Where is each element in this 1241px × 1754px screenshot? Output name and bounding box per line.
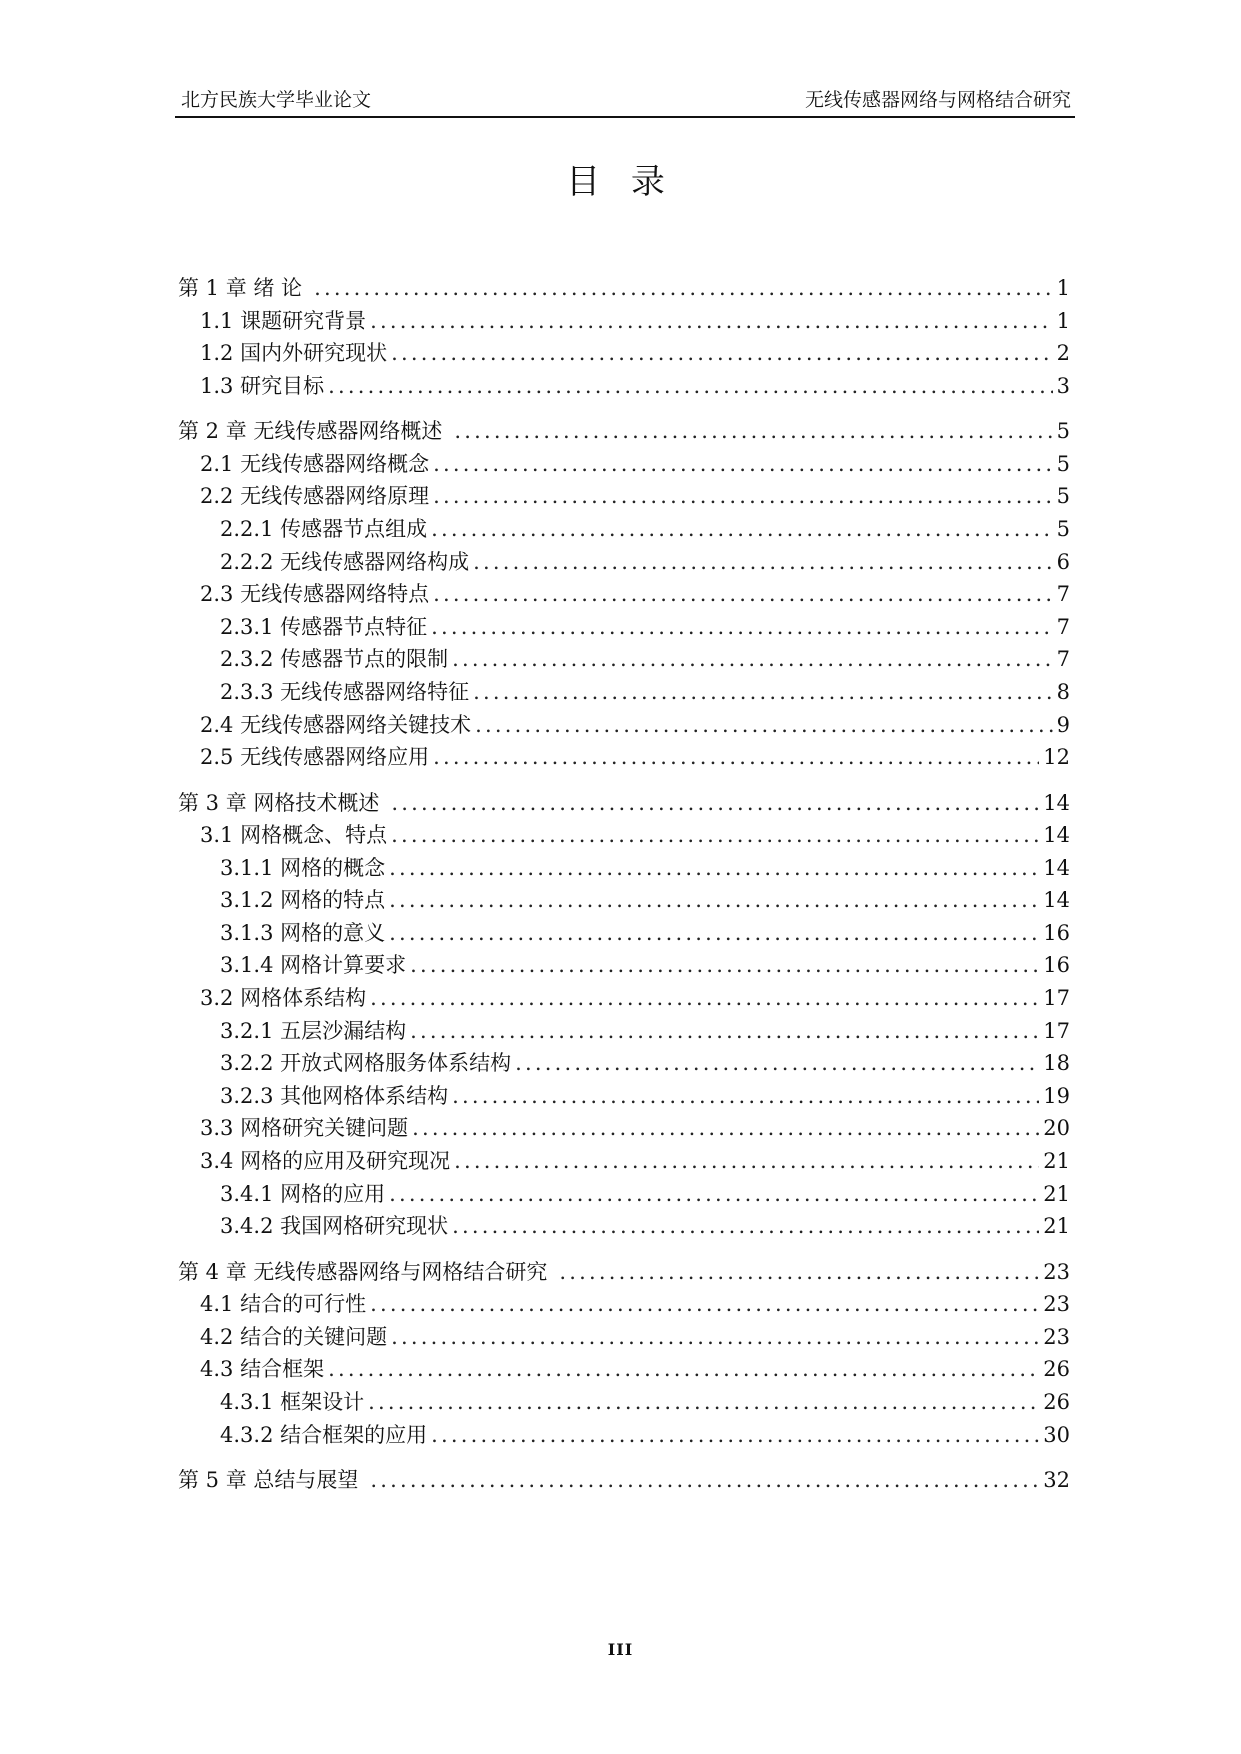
toc-entry-label: 2.3 无线传感器网络特点	[200, 582, 430, 607]
toc-entry[interactable]	[178, 337, 1070, 370]
toc-entry-page: 17	[1043, 1018, 1070, 1043]
toc-entry-label: 4.2 结合的关键问题	[200, 1324, 388, 1349]
toc-entry[interactable]	[178, 480, 1070, 513]
page-number: III	[607, 1640, 634, 1659]
toc-leader-dots	[389, 917, 1039, 949]
toc-entry-label: 3.4 网格的应用及研究现况	[200, 1149, 451, 1174]
toc-entry-page: 18	[1043, 1051, 1070, 1076]
toc-entry[interactable]	[178, 1256, 1070, 1289]
toc-entry-page: 1	[1056, 276, 1070, 300]
toc-leader-dots	[389, 884, 1039, 916]
toc-entry-label: 第 3 章 网格技术概述	[178, 790, 380, 815]
toc-entry-page: 14	[1043, 855, 1070, 880]
toc-entry[interactable]	[178, 1386, 1070, 1419]
toc-entry-label: 4.3.2 结合框架的应用	[220, 1422, 428, 1447]
toc-entry-label: 3.2 网格体系结构	[200, 986, 367, 1011]
toc-entry-label: 4.3 结合框架	[200, 1357, 325, 1382]
toc-entry-label: 3.1.1 网格的概念	[220, 855, 386, 880]
toc-entry-label: 1.3 研究目标	[200, 373, 325, 398]
toc-entry-page: 32	[1043, 1467, 1070, 1492]
toc-entry[interactable]	[178, 709, 1070, 742]
toc-leader-dots	[431, 513, 1053, 545]
toc-entry-page: 14	[1043, 888, 1070, 913]
toc-entry-page: 8	[1056, 679, 1070, 704]
toc-entry-label: 1.1 课题研究背景	[200, 308, 367, 333]
toc-leader-dots	[473, 676, 1053, 708]
toc-entry-page: 23	[1043, 1324, 1070, 1349]
toc-entry-page: 23	[1043, 1259, 1070, 1284]
toc-entry-label: 2.3.1 传感器节点特征	[220, 614, 428, 639]
toc-leader-dots	[454, 1145, 1039, 1177]
toc-entry-page: 7	[1056, 614, 1070, 639]
toc-leader-dots	[389, 1178, 1039, 1210]
toc-leader-dots	[452, 1210, 1039, 1242]
toc-entry-label: 4.3.1 框架设计	[220, 1389, 365, 1414]
toc-entry-label: 2.5 无线传感器网络应用	[200, 745, 430, 770]
toc-entry-page: 21	[1043, 1149, 1070, 1174]
toc-entry-page: 3	[1056, 373, 1070, 398]
toc-entry-page: 16	[1043, 953, 1070, 978]
toc-entry[interactable]	[178, 415, 1070, 448]
toc-entry[interactable]	[178, 305, 1070, 338]
header-thesis-title: 无线传感器网络与网格结合研究	[804, 89, 1071, 111]
toc-entry-page: 2	[1056, 341, 1070, 366]
toc-leader-dots	[433, 480, 1053, 512]
toc-leader-dots	[389, 852, 1039, 884]
toc-entry-label: 3.1 网格概念、特点	[200, 823, 388, 848]
toc-entry-page: 5	[1056, 419, 1070, 444]
toc-entry-label: 3.4.2 我国网格研究现状	[220, 1214, 449, 1239]
toc-entry-label: 2.3.3 无线传感器网络特征	[220, 679, 470, 704]
toc-entry[interactable]	[178, 1112, 1070, 1145]
toc-entry[interactable]	[178, 643, 1070, 676]
page-title: 目 录	[566, 162, 675, 202]
toc-entry-label: 第 5 章 总结与展望	[178, 1467, 359, 1492]
toc-leader-dots	[433, 578, 1053, 610]
toc-leader-dots	[473, 546, 1053, 578]
toc-leader-dots	[328, 370, 1053, 402]
toc-leader-dots	[410, 949, 1039, 981]
toc-entry[interactable]	[178, 1464, 1070, 1497]
toc-leader-dots	[328, 1353, 1039, 1385]
toc-entry-label: 2.4 无线传感器网络关键技术	[200, 712, 472, 737]
table-of-contents	[178, 272, 1070, 1497]
toc-entry[interactable]	[178, 1080, 1070, 1113]
running-header	[175, 86, 1075, 118]
toc-leader-dots	[454, 415, 1052, 447]
toc-entry[interactable]	[178, 1288, 1070, 1321]
toc-leader-dots	[370, 982, 1039, 1014]
toc-entry-label: 第 1 章 绪 论	[178, 276, 303, 300]
toc-entry-page: 21	[1043, 1181, 1070, 1206]
toc-entry-page: 14	[1043, 823, 1070, 848]
toc-entry[interactable]	[178, 1353, 1070, 1386]
toc-entry[interactable]	[178, 1178, 1070, 1211]
toc-leader-dots	[391, 337, 1053, 369]
toc-leader-dots	[391, 787, 1039, 819]
toc-entry[interactable]	[178, 370, 1070, 403]
toc-entry[interactable]	[178, 1145, 1070, 1178]
toc-entry-page: 26	[1043, 1357, 1070, 1382]
toc-entry-label: 2.2.2 无线传感器网络构成	[220, 549, 470, 574]
toc-entry[interactable]	[178, 852, 1070, 885]
toc-entry[interactable]	[178, 884, 1070, 917]
toc-entry[interactable]	[178, 546, 1070, 579]
toc-leader-dots	[559, 1256, 1039, 1288]
toc-entry-page: 14	[1043, 790, 1070, 815]
toc-entry-label: 3.3 网格研究关键问题	[200, 1116, 409, 1141]
toc-entry[interactable]	[178, 949, 1070, 982]
toc-entry[interactable]	[178, 611, 1070, 644]
toc-leader-dots	[515, 1047, 1039, 1079]
toc-entry-page: 30	[1043, 1422, 1070, 1447]
toc-entry-label: 3.1.2 网格的特点	[220, 888, 386, 913]
toc-leader-dots	[433, 741, 1039, 773]
toc-entry-label: 2.1 无线传感器网络概念	[200, 451, 430, 476]
toc-leader-dots	[314, 272, 1053, 304]
toc-entry-page: 21	[1043, 1214, 1070, 1239]
toc-entry-page: 5	[1056, 484, 1070, 509]
toc-entry[interactable]	[178, 1210, 1070, 1243]
toc-leader-dots	[370, 1464, 1039, 1496]
toc-entry[interactable]	[178, 272, 1070, 305]
toc-entry-label: 第 2 章 无线传感器网络概述	[178, 419, 443, 444]
toc-entry-page: 5	[1056, 451, 1070, 476]
toc-entry[interactable]	[178, 578, 1070, 611]
header-school: 北方民族大学毕业论文	[181, 89, 372, 111]
toc-leader-dots	[410, 1015, 1039, 1047]
toc-entry-page: 16	[1043, 920, 1070, 945]
toc-leader-dots	[370, 1288, 1039, 1320]
toc-entry-label: 2.3.2 传感器节点的限制	[220, 647, 449, 672]
toc-entry-page: 23	[1043, 1292, 1070, 1317]
toc-entry-page: 7	[1056, 582, 1070, 607]
toc-entry[interactable]	[178, 819, 1070, 852]
toc-entry-label: 4.1 结合的可行性	[200, 1292, 367, 1317]
toc-leader-dots	[452, 643, 1053, 675]
toc-entry-page: 17	[1043, 986, 1070, 1011]
toc-entry[interactable]	[178, 513, 1070, 546]
toc-leader-dots	[475, 709, 1053, 741]
toc-entry[interactable]	[178, 448, 1070, 481]
toc-entry-label: 1.2 国内外研究现状	[200, 341, 388, 366]
toc-entry-label: 3.4.1 网格的应用	[220, 1181, 386, 1206]
toc-entry-page: 20	[1043, 1116, 1070, 1141]
toc-entry-label: 2.2 无线传感器网络原理	[200, 484, 430, 509]
toc-entry-page: 9	[1056, 712, 1070, 737]
toc-entry-label: 3.2.1 五层沙漏结构	[220, 1018, 407, 1043]
toc-entry[interactable]	[178, 787, 1070, 820]
toc-entry-page: 5	[1056, 516, 1070, 541]
toc-entry-label: 3.2.2 开放式网格服务体系结构	[220, 1051, 512, 1076]
toc-entry-page: 19	[1043, 1083, 1070, 1108]
toc-leader-dots	[391, 819, 1039, 851]
toc-entry-page: 7	[1056, 647, 1070, 672]
toc-entry[interactable]	[178, 982, 1070, 1015]
toc-leader-dots	[391, 1321, 1039, 1353]
toc-leader-dots	[452, 1080, 1039, 1112]
toc-leader-dots	[431, 1419, 1039, 1451]
toc-entry-label: 2.2.1 传感器节点组成	[220, 516, 428, 541]
toc-entry[interactable]	[178, 1321, 1070, 1354]
toc-entry[interactable]	[178, 1047, 1070, 1080]
toc-entry-label: 3.1.3 网格的意义	[220, 920, 386, 945]
toc-entry[interactable]	[178, 1419, 1070, 1452]
toc-entry[interactable]	[178, 1015, 1070, 1048]
toc-leader-dots	[412, 1112, 1039, 1144]
toc-entry-label: 3.2.3 其他网格体系结构	[220, 1083, 449, 1108]
toc-entry-page: 26	[1043, 1389, 1070, 1414]
toc-entry[interactable]	[178, 741, 1070, 774]
toc-entry[interactable]	[178, 917, 1070, 950]
toc-entry-label: 第 4 章 无线传感器网络与网格结合研究	[178, 1259, 548, 1284]
toc-leader-dots	[370, 305, 1053, 337]
toc-leader-dots	[433, 448, 1053, 480]
toc-entry-page: 1	[1056, 308, 1070, 333]
toc-leader-dots	[431, 611, 1053, 643]
toc-entry[interactable]	[178, 676, 1070, 709]
toc-leader-dots	[368, 1386, 1039, 1418]
toc-entry-label: 3.1.4 网格计算要求	[220, 953, 407, 978]
toc-entry-page: 6	[1056, 549, 1070, 574]
toc-entry-page: 12	[1043, 745, 1070, 770]
